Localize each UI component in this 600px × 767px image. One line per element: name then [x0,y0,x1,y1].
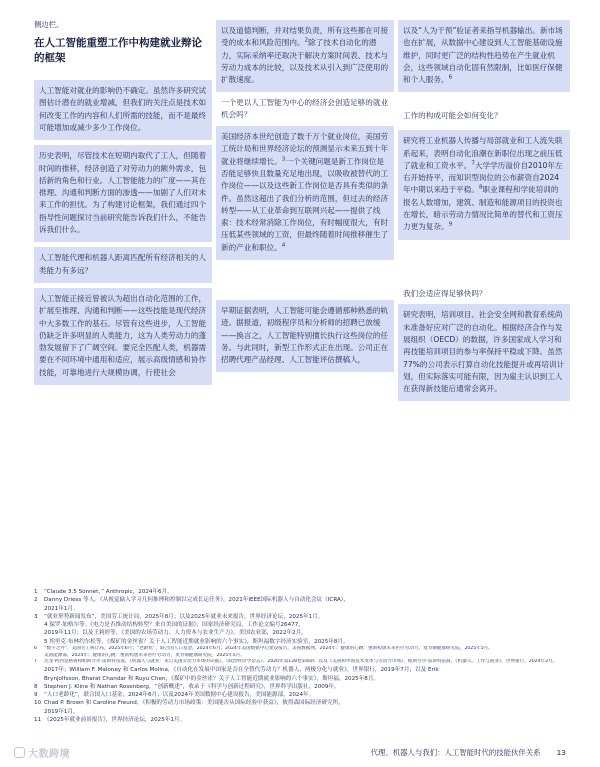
footnote-number: 2 [34,597,38,604]
footnote-ref-2[interactable]: 2 [304,37,309,44]
footnote-line [34,621,570,629]
footnote-line [34,605,570,613]
column-3 [398,20,570,401]
footnote-line [34,588,570,596]
intro-paragraph: 人工智能对就业的影响仍不确定。虽然许多研究试图估计潜在的就业增减，但我们的关注点是技术如何改变工作的内容和人们所需的技能，而不是最终可能增加或减少多少工作岗位。 [34,80,212,140]
footnote-line [34,653,570,660]
footnote-line [34,596,570,604]
history-paragraph: 历史表明，尽管技术在短期内取代了工人，但随着时间的推移，经济创造了对劳动力的额外需求，包括新的角色和行业。人工智能能力的广度——其在推理、沟通和判断方面的渗透——加剧了人们对未来工作的担忧。为了构建讨论框架，我们通过四个指导性问题探讨当前研究能告诉我们什么，不能告诉我们什么。 [34,145,212,242]
footnote-line [34,646,570,653]
capabilities-paragraph: 人工智能正接近曾被认为超出自动化范围的工作，扩展至推理、沟通和判断——这些技能是现代经济中大多数工作的基石。尽管有这些进步，人工智能仍缺乏许多明显的人类能力，这为人类劳动力的蓬勃发展留下了广阔空间。要完全匹配人类，机器需要在不同环境中通用和适应，展示高级情感和协作技能，可靠地进行大规模协调，行使社会 [34,288,212,385]
running-footer [371,747,566,758]
footnote-line [34,691,570,699]
footnote-text: Danny Driess 等人。《从视觉输入学习几何推理和控制以完成长运任务》，2021年IEEE国际机器人与自动化会议（ICRA）， [44,597,350,604]
footnote-ref-8[interactable]: 8 [478,184,483,191]
footnote-text: 2017年；William F. Maloney 和 Carlos Molina，《自动化在发展中国家是否在全替代劳动力？机器人、两极分化与就业》，世界银行，2019年7月；以及 Erik [44,667,439,674]
footnote-text: Chad P. Brown 和 Caroline Freund，《积极的劳动力市场政策：美国能否从国际经验中获益》，彼得森国际经济研究所， [44,700,344,707]
footnote-number: 11 [34,716,42,723]
footnote-text: 4 保罗·加格尔等。《电力是否推动结构转型？来自美国的证据》，国家经济研究局，工作论文编号26477， [44,622,304,629]
adaptation-paragraph: 研究表明，培训项目、社会安全网和教育系统尚未准备好应对广泛的自动化。根据经济合作与发展组织（OECD）的数据，许多国家成人学习和再技能培训项目的参与率保持平稳或下降。虽然77%的公司表示打算自动化技能提升或再培训计划，但实际落实可能有限，因为雇主认识到工人在获得新技能后通常会离开。 [398,304,570,401]
early-evidence-paragraph: 早期证据表明，人工智能可能会遵循那种熟悉的轨迹。据报道，初级程序员和分析师的招聘已放缓——换言之，人工智能特别擅长执行这些岗位的任务。与此同时，新型工作形式正在出现。公司正在招聘代理产品经理、人工智能评估撰稿人， [216,300,394,372]
question-agents-robots: 人工智能代理和机器人距离匹配所有经济相关的人类能力有多远？ [34,247,212,283]
footnote-line [34,659,570,666]
footnote-line [34,638,570,646]
footnote-number: 6 [34,645,37,651]
footnote-number: 8 [34,683,38,690]
footnote-text: 2021年1月。 [44,605,79,612]
question-composition-of-work: 工作的构成可能会如何变化？ [403,111,502,121]
footnote-line [34,716,570,724]
footnote-text: 2019年1月。 [44,708,79,715]
footnote-text: Brynjolfsson, Bharat Chandar 和 Ruyu Chen，《煤矿中的金丝雀？关于人工智能近期就业影响的六个事实》，斯坦福，2025年8月。 [44,675,380,682]
composition-paragraph: 研究将工业机器人传播与局部就业和工人流失联系起来，表明自动化浪潮在新职位出现之前压低了就业和工资水平。$^7$大学学历溢价自2010年左右开始持平，而知识型岗位的公布薪资自2024年中期以来趋于平稳。$^8$职业课程和学徒培训的报名人数增加，建筑、制造和能源项目的投资也在增长，暗示劳动力情况比简单的替代和工资压力更为复杂。$^9$ [398,130,570,239]
footnote-ref-4[interactable]: 4 [281,242,286,249]
footnote-text: 《2025年就业前景报告》，世界经济论坛，2025年1月。 [44,716,186,723]
footnote-text: 达龙·阿西莫格鲁和帕斯夸尔·雷斯特雷波，《机器人与就业：来自美国劳动力市场的证据》，《政治经济学杂志》，2020年第128卷第6期；以及《美国和中国技术变革与劳动力市场》，帕斯夸尔·雷斯特雷波，《机器人、工作与就业》，世界银行，2024年2月。 [44,659,558,665]
footnote-ref-7[interactable]: 7 [471,160,475,167]
footnote-number: 9 [34,692,38,699]
job-creation-paragraph: 美国经济本世纪创造了数千万个就业岗位，美国劳工统计局和世界经济论坛的预测显示未来五到十年就业将继续增长。$^3$一个关键问题是新工作岗位是否能足够快且数量充足地出现，以吸收被替代的工作岗位——以及这些新工作岗位是否具有类似的条件。虽然这超出了我们分析的范围，但过去的经济转型——从工业革命到互联网兴起——提供了线索：技术经常消除工作岗位，有时幅度很大，有时压低某些领域的工资，但最终随着时间推移催生了新的产业和职位。$^4$ [216,126,394,260]
footnote-text: Stephen J. Kline 和 Nathan Rosenberg，“创新概述”，收录于《科学与创新过程研究》，世界科学出版社，2009年。 [44,683,340,690]
footnote-ref-3[interactable]: 3 [281,156,286,163]
footnote-line [34,613,570,621]
running-title: 代理、机器人与我们：人工智能时代的技能伙伴关系 [370,748,541,757]
footnote-line [34,683,570,691]
footnote-number: 1 [34,589,38,595]
footnote-number: 3 [34,613,38,620]
footnote-text: 2019年11月；以及王莉婷等，《美国的农场劳动力、人力资本与农业生产力》，美国农业部，2022年2月。 [44,630,307,637]
column-1 [34,20,212,385]
watermark-logo: 大数跨境 [14,745,70,760]
footnote-line [34,629,570,637]
adoption-paragraph: 以及道德判断，并对结果负责，所有这些都在可接受的成本和风险范围内。$^2$除了技术自动化的潜力，实际采纳率还取决于解决方案时间表、技术与劳动力成本的比较，以及技术从引入到广泛使用的扩散速度。 [216,20,394,92]
footnote-line [34,675,570,683]
sidebar-tag: 侧边栏。 [34,20,64,29]
footnote-text: “就业形势新闻发布”，美国劳工统计局，2025年8月；以及2025年就业未来报告，世界经济论坛，2025年1月。 [44,613,324,620]
new-markets-paragraph: 以及“人为干预”验证者来指导机器输出。新市场也在扩展，从数据中心建设到人工智能基础设施维护，同时更广泛的结构性趋势在产生就业机会，这些领域自动化固有然限制，比如医疗保健和个人服务。$^6$ [398,20,570,92]
question-enough-jobs: 一个更以人工智能为中心的经济会创造足够的就业机会吗？ [221,98,389,120]
watermark-icon [14,747,25,758]
page-footer [0,745,600,761]
footnote-ref-9[interactable]: 9 [448,221,453,228]
question-adapt-fast-enough: 我们会适应得足够快吗？ [403,288,487,298]
footnote-line [34,708,570,716]
footnote-text: “数字之外”，美国劳工统计局，2025年6月；“老龄化”，联合国人口基金，2024年6月；2024年美国数据中心建设报告，美国数据网，2024年；健康的心跳：重新构想未来医疗劳动力，麦肯锡健康研究院，2025年5月。 [44,645,493,651]
sidebar-title: 在人工智能重塑工作中构建就业辩论的框架 [34,36,202,64]
column-2 [216,20,394,372]
footnote-number: 7 [34,659,37,665]
footnote-line [34,666,570,674]
page-number: 13 [556,748,566,757]
footnote-ref-6[interactable]: 6 [448,74,453,81]
footnote-number: 10 [34,700,42,707]
footnotes [34,588,570,724]
footnote-line [34,699,570,707]
footnote-text: “人口老龄化”，联合国人口基金，2024年6月；以及2024年美国数据中心建设报告，美国能源部，2024年。 [44,692,315,699]
footnote-text: 美国能源部，2024年；健康的心跳：重新构想未来医疗劳动力，麦肯锡健康研究院，2025年5月。 [44,652,245,658]
footnote-text: “Claude 3.5 Sonnet，” Anthropic，2024年6月。 [44,589,173,595]
footnote-text: 5 埃里克·布林约尔松等，《煤矿的金丝雀？关于人工智能近期就业影响的六个事实》，斯坦福数字经济实验室，2025年8月。 [44,638,349,645]
